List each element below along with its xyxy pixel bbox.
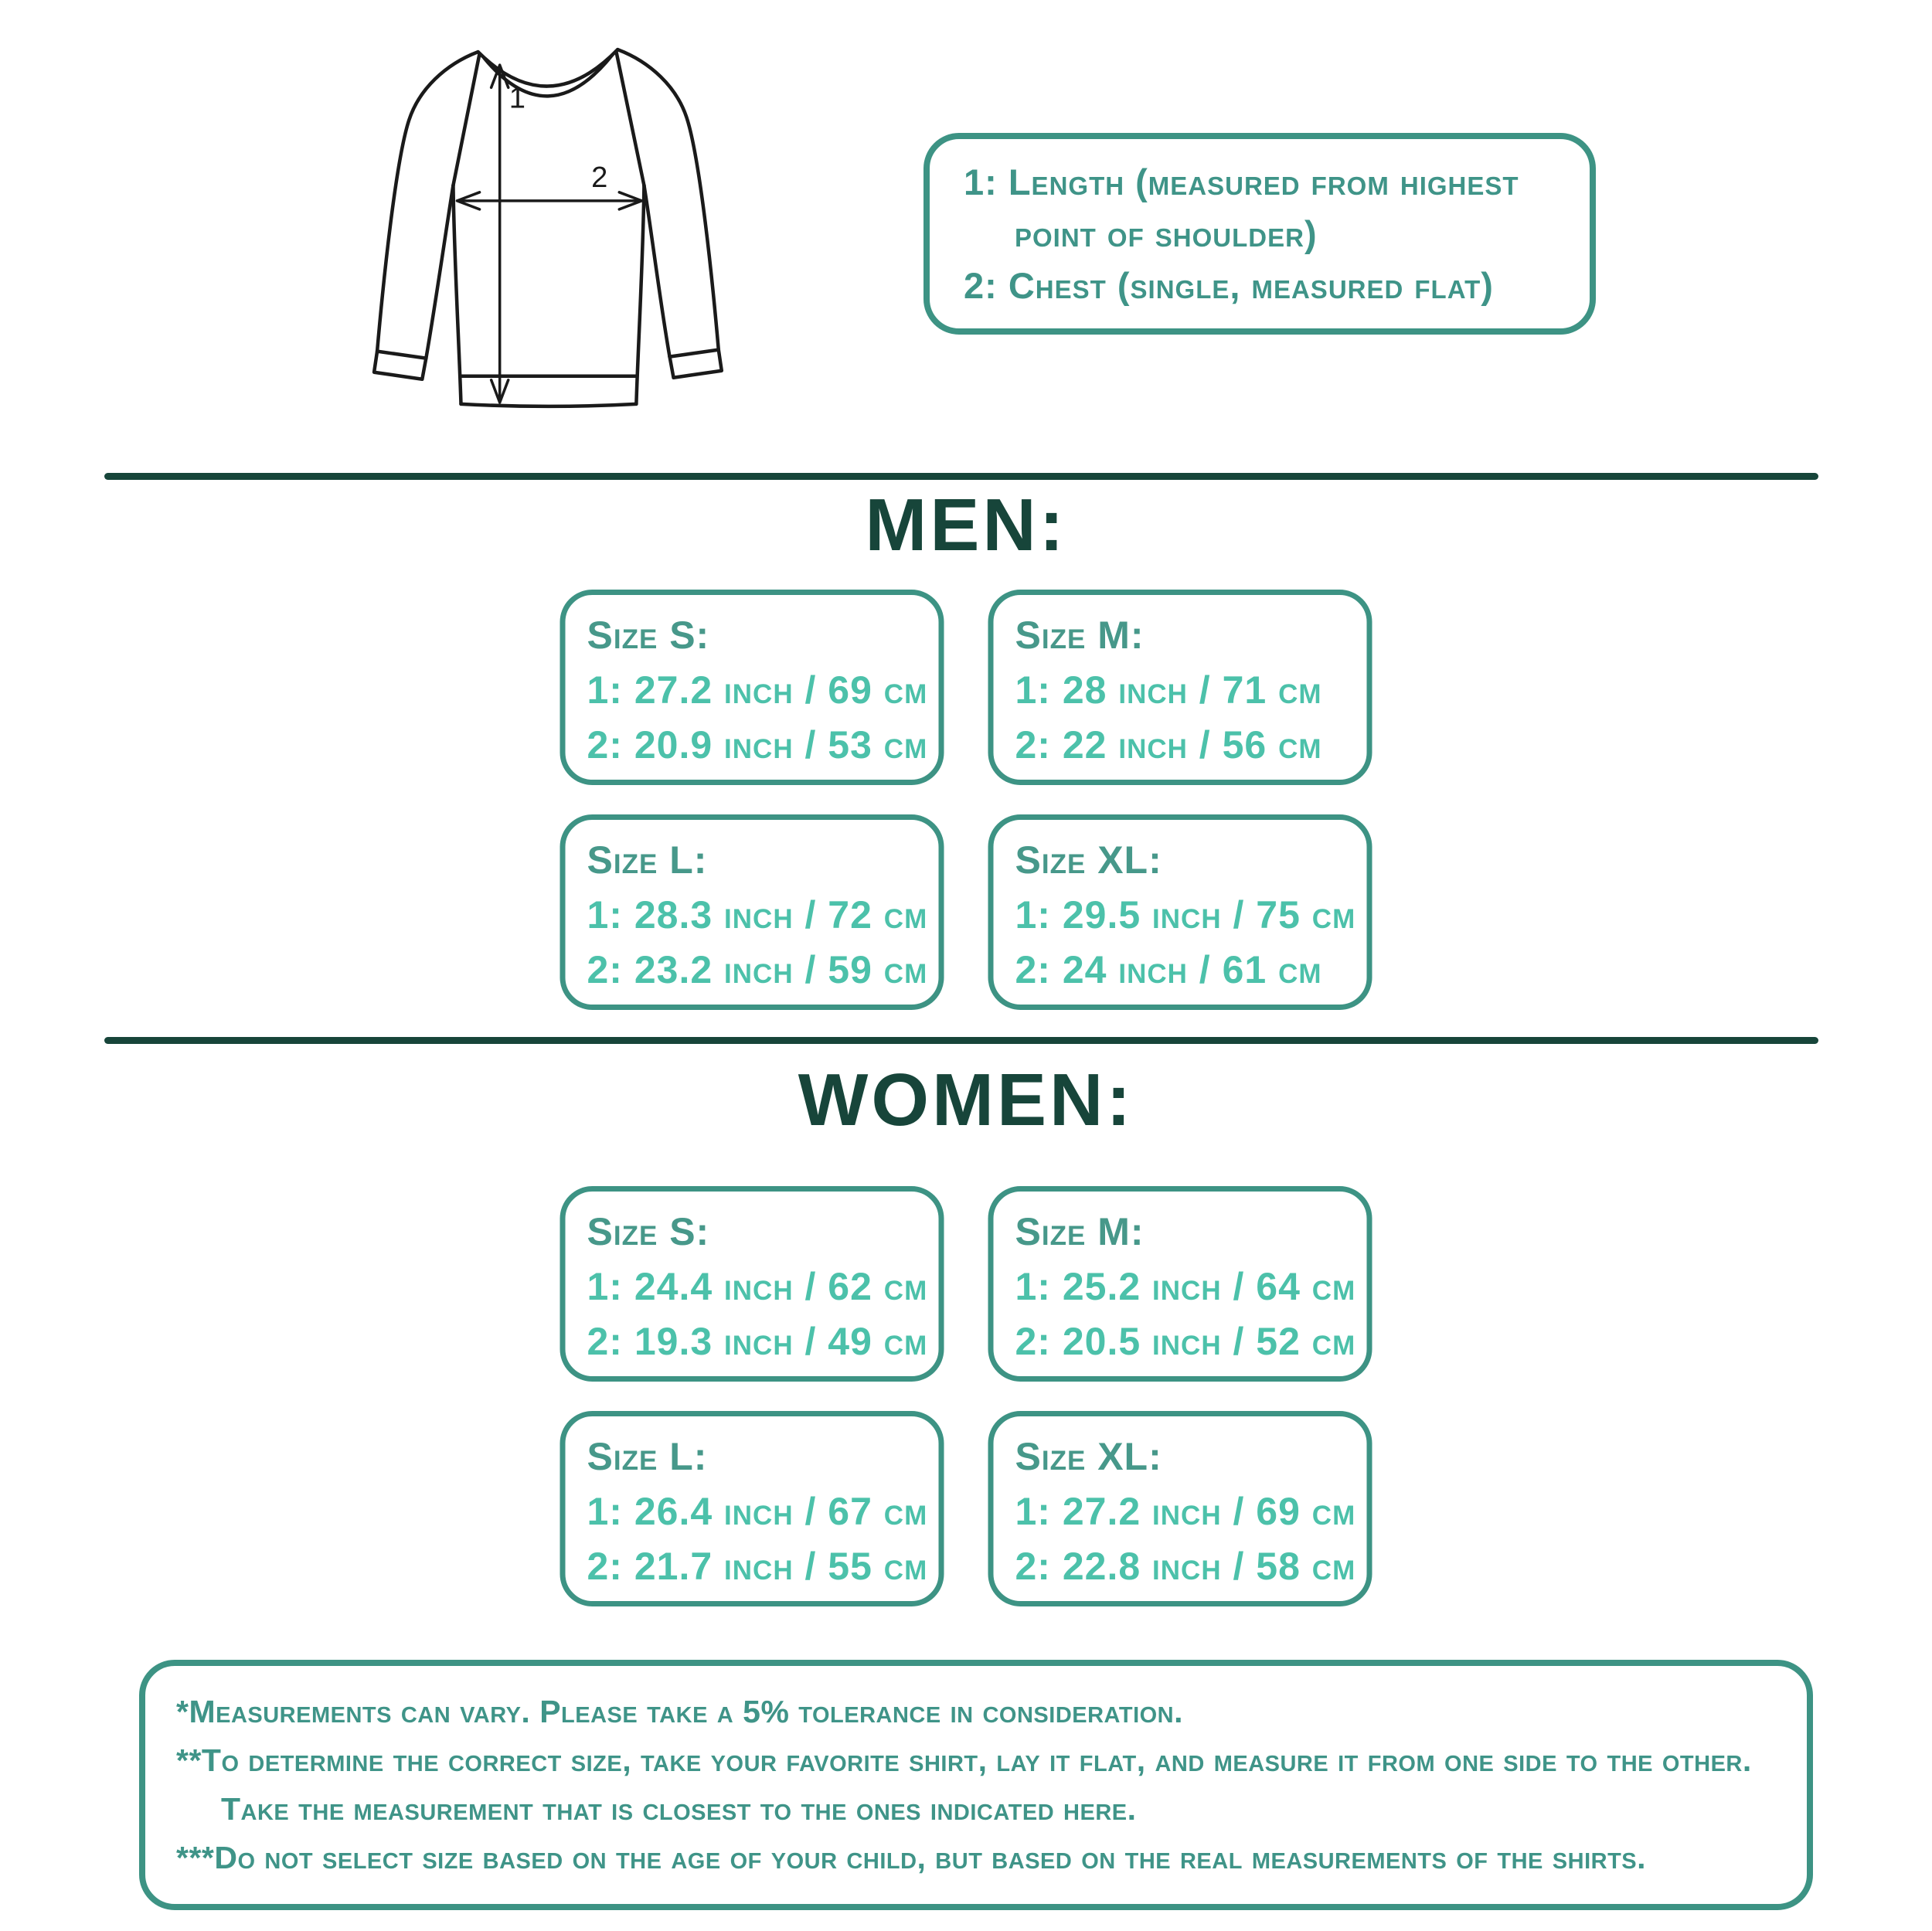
men-size-m-length: 1: 28 inch / 71 cm — [1015, 668, 1322, 712]
legend-line-chest: 2: Chest (single, measured flat) — [964, 265, 1494, 306]
arrow-label-1: 1 — [509, 81, 526, 115]
right-sleeve-inner-edge — [644, 185, 669, 357]
footnote-determine-size-cont: Take the measurement that is closest to the ones indicated here. — [221, 1791, 1137, 1827]
arrow-label-2: 2 — [591, 160, 608, 194]
women-size-m-chest: 2: 20.5 inch / 52 cm — [1015, 1320, 1356, 1363]
men-size-m-title: Size M: — [1015, 614, 1145, 657]
men-size-l-title: Size L: — [587, 838, 708, 882]
women-size-l-box — [560, 1411, 944, 1606]
body-right-edge — [636, 185, 644, 404]
men-size-l-chest: 2: 23.2 inch / 59 cm — [587, 948, 928, 991]
footnote-child-age: ***Do not select size based on the age of your child, but based on the real measurements of the shirts. — [176, 1840, 1647, 1875]
men-size-s-box — [560, 590, 944, 785]
footnote-tolerance: *Measurements can vary. Please take a 5% tolerance in consideration. — [176, 1694, 1184, 1729]
left-sleeve-outline — [374, 52, 478, 379]
men-size-xl-title: Size XL: — [1015, 838, 1162, 882]
men-size-s-chest: 2: 20.9 inch / 53 cm — [587, 723, 928, 767]
shirt-drawing — [362, 22, 765, 434]
legend-line-length-cont: point of shoulder) — [1015, 213, 1318, 254]
men-size-l-length: 1: 28.3 inch / 72 cm — [587, 893, 928, 937]
right-raglan-seam — [616, 51, 644, 185]
left-sleeve-inner-edge — [426, 185, 453, 359]
shirt-measurement-diagram — [362, 22, 765, 434]
men-section-heading: MEN: — [865, 484, 1067, 566]
measurement-legend-box — [923, 133, 1596, 335]
women-size-xl-box — [988, 1411, 1372, 1606]
men-sizes-grid — [560, 590, 1372, 1010]
women-size-l-length: 1: 26.4 inch / 67 cm — [587, 1490, 928, 1533]
right-cuff-line — [670, 350, 719, 357]
women-size-s-chest: 2: 19.3 inch / 49 cm — [587, 1320, 928, 1363]
bottom-hem-line — [461, 404, 636, 406]
women-size-xl-chest: 2: 22.8 inch / 58 cm — [1015, 1545, 1356, 1588]
legend-line-length: 1: Length (measured from highest — [964, 161, 1519, 202]
men-size-s-length: 1: 27.2 inch / 69 cm — [587, 668, 928, 712]
women-size-l-chest: 2: 21.7 inch / 55 cm — [587, 1545, 928, 1588]
men-size-m-chest: 2: 22 inch / 56 cm — [1015, 723, 1322, 767]
left-raglan-seam — [453, 53, 479, 185]
men-size-s-title: Size S: — [587, 614, 710, 657]
men-size-l-box — [560, 814, 944, 1010]
men-size-xl-box — [988, 814, 1372, 1010]
women-section-heading: WOMEN: — [798, 1059, 1134, 1141]
women-size-s-length: 1: 24.4 inch / 62 cm — [587, 1265, 928, 1308]
body-left-edge — [453, 185, 461, 404]
women-size-xl-length: 1: 27.2 inch / 69 cm — [1015, 1490, 1356, 1533]
women-size-xl-title: Size XL: — [1015, 1435, 1162, 1478]
right-sleeve-outline — [617, 49, 722, 378]
men-size-m-box — [988, 590, 1372, 785]
women-size-s-title: Size S: — [587, 1210, 710, 1253]
women-size-l-title: Size L: — [587, 1435, 708, 1478]
women-size-m-box — [988, 1186, 1372, 1382]
divider-above-men — [104, 473, 1818, 480]
men-size-xl-length: 1: 29.5 inch / 75 cm — [1015, 893, 1356, 937]
men-size-xl-chest: 2: 24 inch / 61 cm — [1015, 948, 1322, 991]
footnote-determine-size: **To determine the correct size, take your favorite shirt, lay it flat, and measure it from one side to the other. — [176, 1742, 1752, 1778]
women-size-m-length: 1: 25.2 inch / 64 cm — [1015, 1265, 1356, 1308]
footnotes-box — [139, 1660, 1813, 1910]
left-cuff-line — [377, 352, 426, 359]
women-size-m-title: Size M: — [1015, 1210, 1145, 1253]
women-sizes-grid — [560, 1186, 1372, 1606]
women-size-s-box — [560, 1186, 944, 1382]
divider-above-women — [104, 1037, 1818, 1044]
